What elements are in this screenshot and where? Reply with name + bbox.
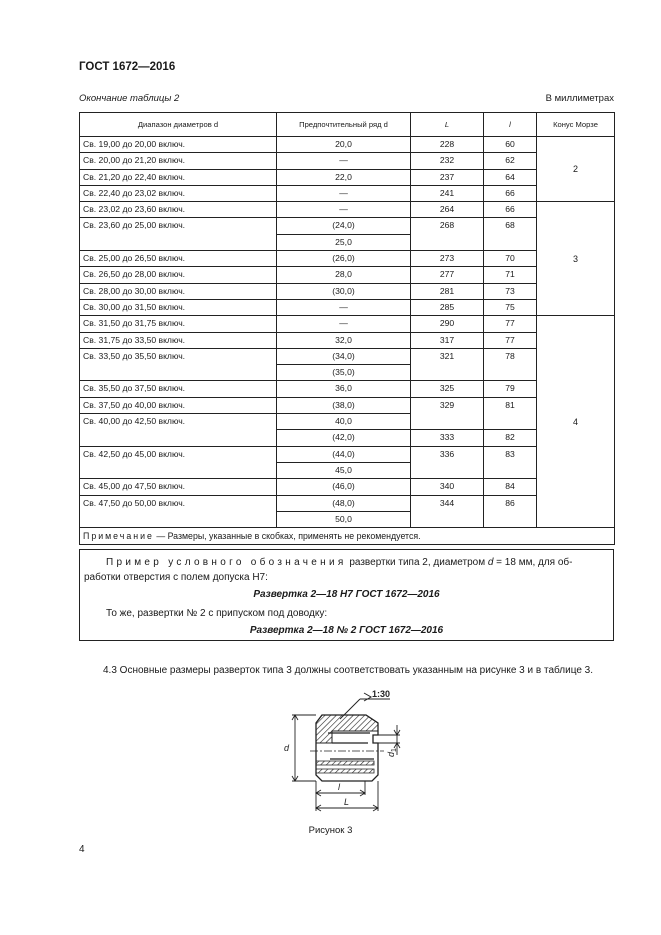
cell-L: 333 bbox=[411, 430, 484, 446]
cell-range: Св. 25,00 до 26,50 включ. bbox=[80, 251, 277, 267]
cell-L: 325 bbox=[411, 381, 484, 397]
table-row bbox=[80, 267, 615, 283]
cell-range: Св. 28,00 до 30,00 включ. bbox=[80, 283, 277, 299]
dim-l-line bbox=[316, 781, 365, 811]
cell-l: 68 bbox=[484, 218, 537, 251]
cell-L: 336 bbox=[411, 446, 484, 479]
cell-range: Св. 37,50 до 40,00 включ. bbox=[80, 397, 277, 413]
col-header-morse: Конус Морзе bbox=[537, 113, 615, 137]
cell-L: 290 bbox=[411, 316, 484, 332]
cell-L: 321 bbox=[411, 348, 484, 381]
cell-l: 82 bbox=[484, 430, 537, 446]
table-row bbox=[80, 397, 615, 413]
cell-preferred: 40,0 bbox=[277, 414, 411, 430]
table-row bbox=[80, 251, 615, 267]
cell-range: Св. 22,40 до 23,02 включ. bbox=[80, 185, 277, 201]
cell-preferred: 22,0 bbox=[277, 169, 411, 185]
cell-range: Св. 31,75 до 33,50 включ. bbox=[80, 332, 277, 348]
cell-L: 228 bbox=[411, 137, 484, 153]
cell-l: 77 bbox=[484, 332, 537, 348]
example-text-a: развертки типа 2, диаметром bbox=[346, 557, 488, 568]
cell-l: 71 bbox=[484, 267, 537, 283]
designation-example-box bbox=[79, 549, 614, 641]
cell-preferred: — bbox=[277, 316, 411, 332]
cell-L: 268 bbox=[411, 218, 484, 251]
cell-morse: 2 bbox=[537, 137, 615, 202]
table-row bbox=[80, 495, 615, 511]
cell-L: 232 bbox=[411, 153, 484, 169]
cell-l: 64 bbox=[484, 169, 537, 185]
col-header-L: L bbox=[411, 113, 484, 137]
cell-l: 78 bbox=[484, 348, 537, 381]
cell-l: 86 bbox=[484, 495, 537, 528]
cell-L: 329 bbox=[411, 397, 484, 430]
cell-l: 83 bbox=[484, 446, 537, 479]
cell-range: Св. 33,50 до 35,50 включ. bbox=[80, 348, 277, 381]
cell-range: Св. 26,50 до 28,00 включ. bbox=[80, 267, 277, 283]
cell-range: Св. 42,50 до 45,00 включ. bbox=[80, 446, 277, 479]
cell-range: Св. 23,60 до 25,00 включ. bbox=[80, 218, 277, 251]
taper-label: 1:30 bbox=[372, 689, 391, 699]
page-number: 4 bbox=[79, 844, 85, 855]
table-note bbox=[80, 528, 615, 545]
cell-morse: 3 bbox=[537, 202, 615, 316]
cell-range: Св. 20,00 до 21,20 включ. bbox=[80, 153, 277, 169]
cell-range: Св. 45,00 до 47,50 включ. bbox=[80, 479, 277, 495]
cell-range: Св. 40,00 до 42,50 включ. bbox=[80, 414, 277, 447]
cell-preferred: — bbox=[277, 299, 411, 315]
cell-preferred: 20,0 bbox=[277, 137, 411, 153]
cell-preferred: 36,0 bbox=[277, 381, 411, 397]
cell-preferred: (34,0) bbox=[277, 348, 411, 364]
table-row bbox=[80, 446, 615, 462]
table-row bbox=[80, 479, 615, 495]
table-row bbox=[80, 218, 615, 234]
cell-preferred: 28,0 bbox=[277, 267, 411, 283]
cell-L: 340 bbox=[411, 479, 484, 495]
cell-morse: 4 bbox=[537, 316, 615, 528]
example-designation-1: Развертка 2—18 Н7 ГОСТ 1672—2016 bbox=[253, 589, 440, 600]
example-line-1 bbox=[106, 557, 573, 568]
dimensions-table bbox=[79, 112, 615, 545]
table-row bbox=[80, 153, 615, 169]
table-row bbox=[80, 299, 615, 315]
example-label: Пример условного обозначения bbox=[106, 557, 347, 568]
table-row bbox=[80, 381, 615, 397]
table-note-row bbox=[80, 528, 615, 545]
cell-l: 66 bbox=[484, 185, 537, 201]
table-row bbox=[80, 283, 615, 299]
cell-preferred: — bbox=[277, 153, 411, 169]
table-row bbox=[80, 316, 615, 332]
cell-preferred: (44,0) bbox=[277, 446, 411, 462]
dim-d-line bbox=[292, 715, 316, 781]
note-label: Примечание bbox=[83, 531, 154, 542]
table-units: В миллиметрах bbox=[545, 93, 614, 104]
cell-L: 237 bbox=[411, 169, 484, 185]
cell-preferred: (35,0) bbox=[277, 365, 411, 381]
dim-L-label: L bbox=[344, 797, 350, 807]
cell-L: 264 bbox=[411, 202, 484, 218]
cell-preferred: (48,0) bbox=[277, 495, 411, 511]
cell-range: Св. 21,20 до 22,40 включ. bbox=[80, 169, 277, 185]
cell-l: 70 bbox=[484, 251, 537, 267]
cell-L: 273 bbox=[411, 251, 484, 267]
example-line-4: То же, развертки № 2 с припуском под доводку: bbox=[106, 608, 328, 619]
section-4-3-text: 4.3 Основные размеры разверток типа 3 должны соответствовать указанным на рисунке 3 и в таблице 3. bbox=[103, 665, 593, 676]
cell-l: 62 bbox=[484, 153, 537, 169]
table-row bbox=[80, 137, 615, 153]
cell-preferred: 32,0 bbox=[277, 332, 411, 348]
cell-range: Св. 19,00 до 20,00 включ. bbox=[80, 137, 277, 153]
cell-L: 285 bbox=[411, 299, 484, 315]
cell-preferred: (46,0) bbox=[277, 479, 411, 495]
table-header-row bbox=[80, 113, 615, 137]
cell-l: 75 bbox=[484, 299, 537, 315]
table-row bbox=[80, 202, 615, 218]
cell-range: Св. 30,00 до 31,50 включ. bbox=[80, 299, 277, 315]
cell-l: 81 bbox=[484, 397, 537, 430]
cell-range: Св. 47,50 до 50,00 включ. bbox=[80, 495, 277, 528]
col-header-range: Диапазон диаметров d bbox=[80, 113, 277, 137]
example-designation-2: Развертка 2—18 № 2 ГОСТ 1672—2016 bbox=[249, 625, 444, 636]
figure-3-drawing bbox=[270, 685, 410, 815]
cell-L: 344 bbox=[411, 495, 484, 528]
cell-l: 84 bbox=[484, 479, 537, 495]
cell-preferred: (38,0) bbox=[277, 397, 411, 413]
dim-d-label: d bbox=[284, 743, 290, 753]
cell-preferred: 25,0 bbox=[277, 234, 411, 250]
cell-preferred: 50,0 bbox=[277, 511, 411, 527]
cell-preferred: — bbox=[277, 202, 411, 218]
cell-preferred: (42,0) bbox=[277, 430, 411, 446]
cell-preferred: (26,0) bbox=[277, 251, 411, 267]
table-row bbox=[80, 348, 615, 364]
cell-l: 73 bbox=[484, 283, 537, 299]
cell-range: Св. 35,50 до 37,50 включ. bbox=[80, 381, 277, 397]
table-row bbox=[80, 169, 615, 185]
example-text-b: = 18 мм, для об- bbox=[493, 557, 573, 568]
cell-L: 317 bbox=[411, 332, 484, 348]
cell-range: Св. 31,50 до 31,75 включ. bbox=[80, 316, 277, 332]
example-line-2: работки отверстия с полем допуска Н7: bbox=[84, 572, 268, 583]
cell-L: 281 bbox=[411, 283, 484, 299]
dim-l-label: l bbox=[338, 782, 340, 792]
cell-preferred: 45,0 bbox=[277, 462, 411, 478]
cell-l: 79 bbox=[484, 381, 537, 397]
example-var-d: d bbox=[487, 557, 494, 568]
cell-preferred: — bbox=[277, 185, 411, 201]
cell-range: Св. 23,02 до 23,60 включ. bbox=[80, 202, 277, 218]
col-header-preferred: Предпочтительный ряд d bbox=[277, 113, 411, 137]
table-row bbox=[80, 332, 615, 348]
cell-l: 77 bbox=[484, 316, 537, 332]
section-hatch-top bbox=[316, 715, 378, 743]
col-header-l: l bbox=[484, 113, 537, 137]
dim-d1-label: $d_1$ bbox=[386, 748, 398, 757]
table-row bbox=[80, 185, 615, 201]
figure-caption: Рисунок 3 bbox=[308, 825, 353, 836]
cell-L: 241 bbox=[411, 185, 484, 201]
document-title: ГОСТ 1672—2016 bbox=[79, 61, 176, 73]
section-hatch-bottom bbox=[316, 761, 374, 773]
note-text: — Размеры, указанные в скобках, применять не рекомендуется. bbox=[153, 531, 421, 542]
cell-preferred: (30,0) bbox=[277, 283, 411, 299]
cell-preferred: (24,0) bbox=[277, 218, 411, 234]
cell-L: 277 bbox=[411, 267, 484, 283]
table-caption: Окончание таблицы 2 bbox=[79, 93, 180, 104]
cell-l: 60 bbox=[484, 137, 537, 153]
cell-l: 66 bbox=[484, 202, 537, 218]
